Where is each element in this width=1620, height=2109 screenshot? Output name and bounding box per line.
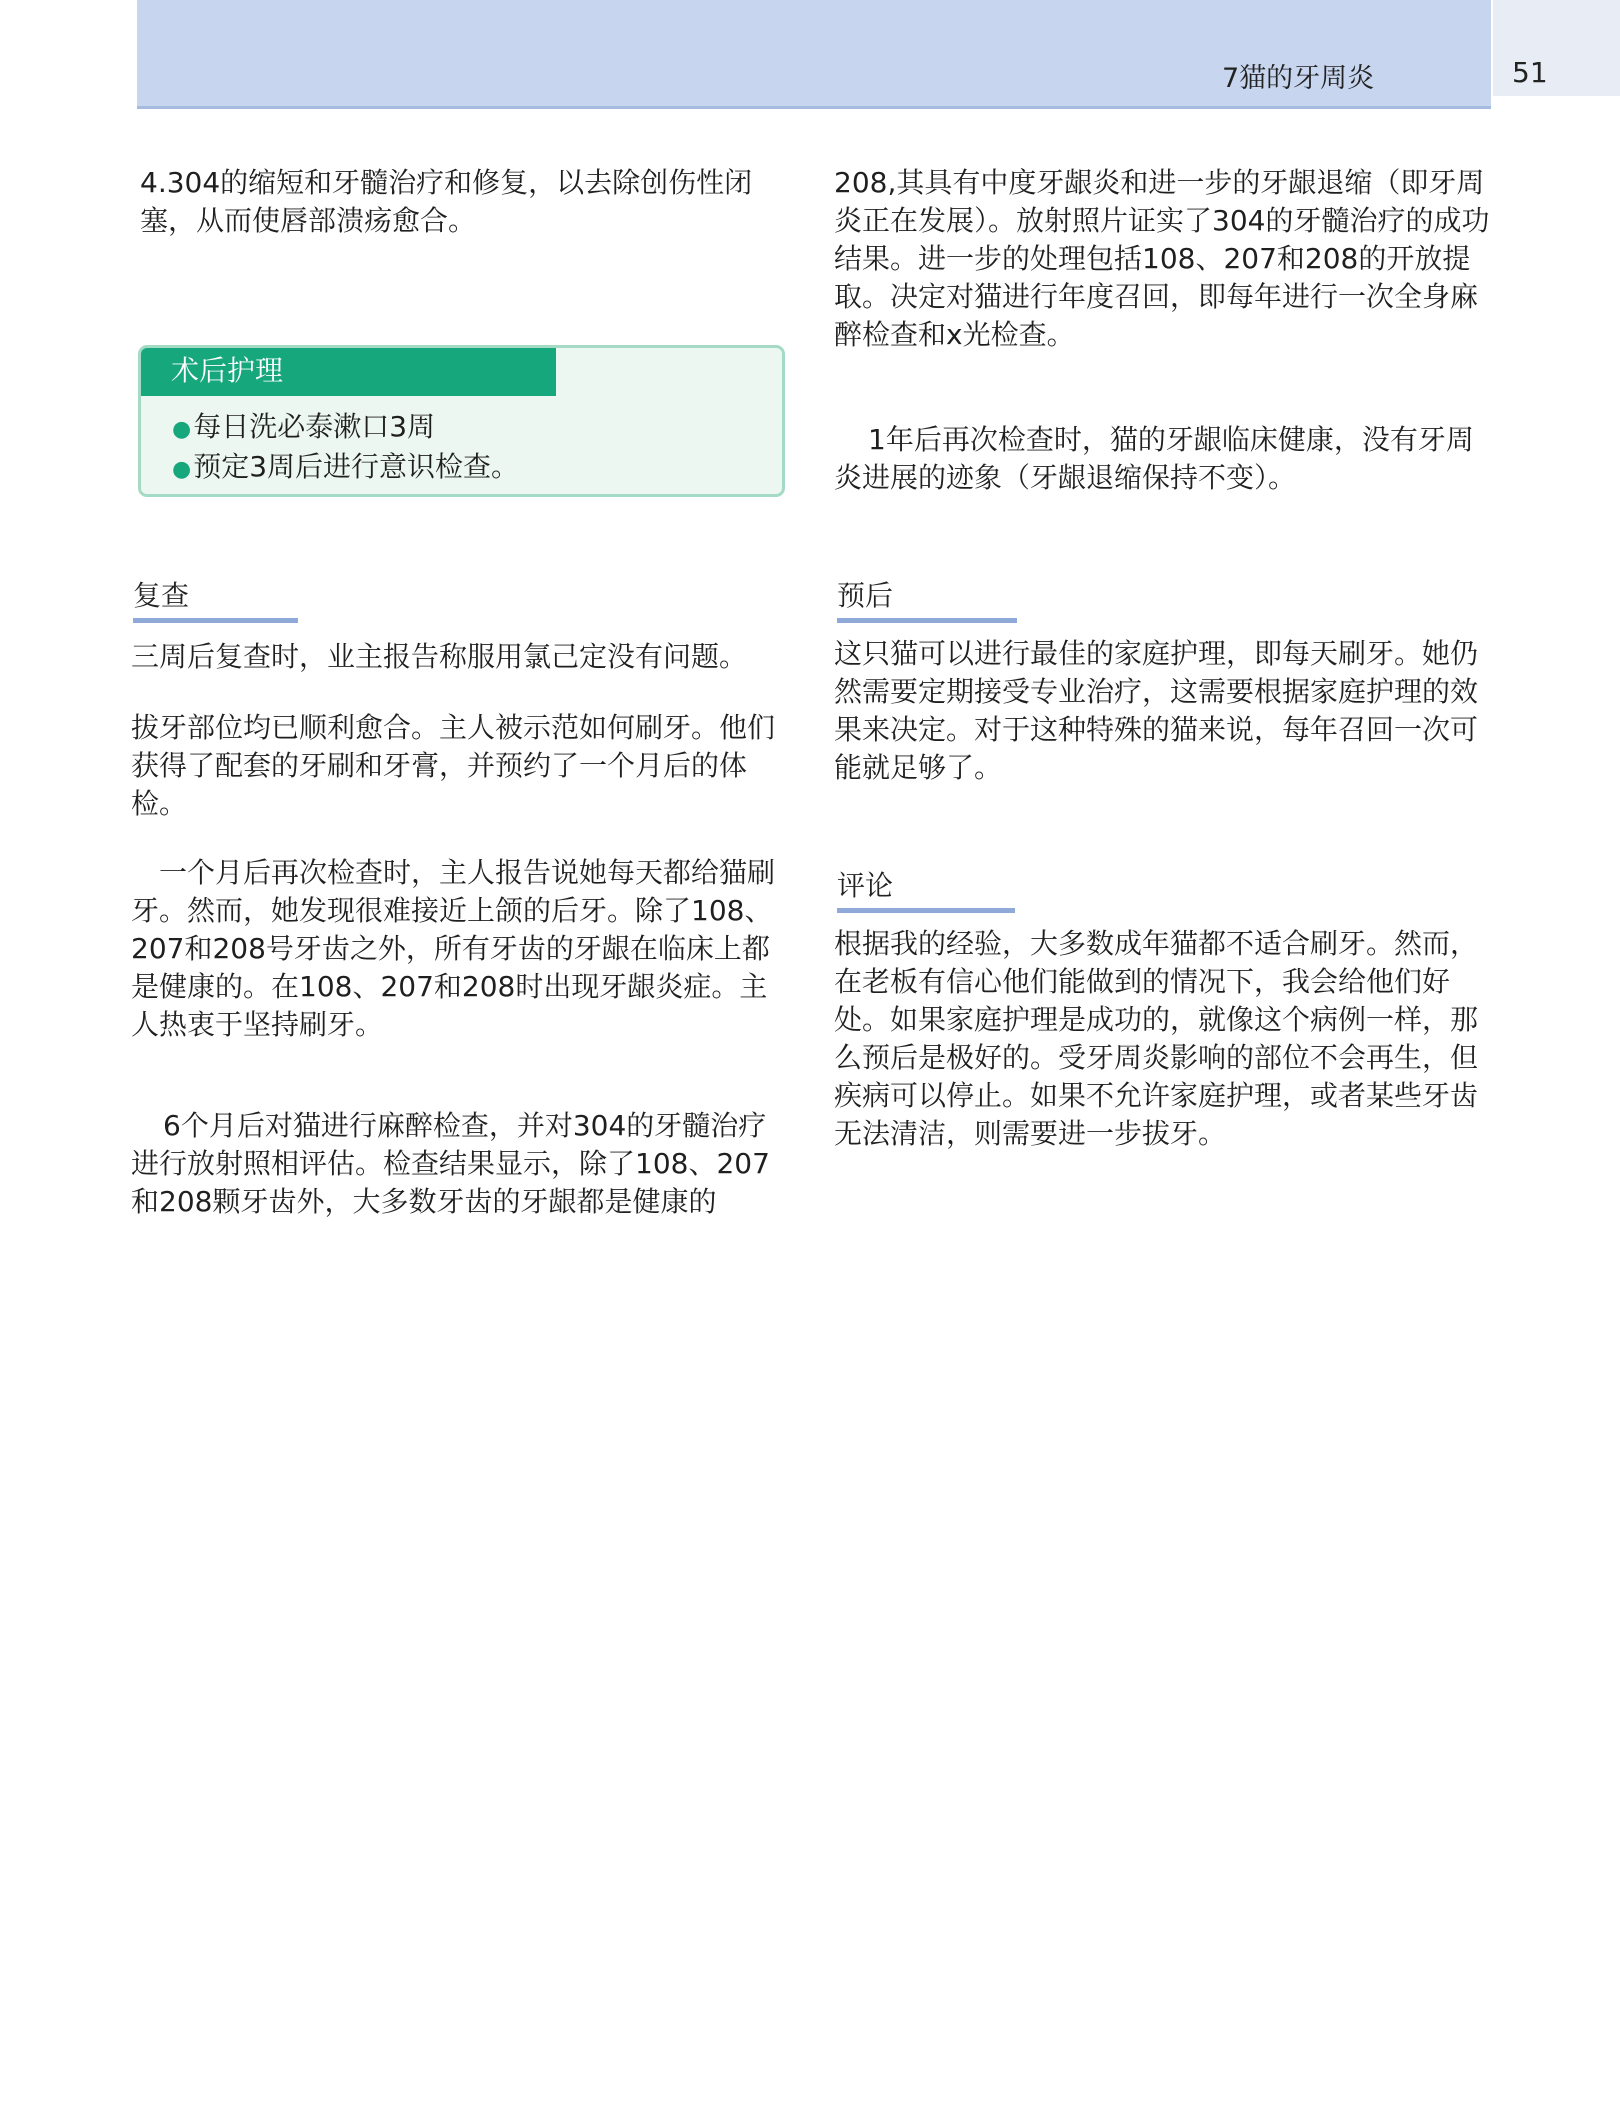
care-box-title: 术后护理 (141, 348, 556, 396)
post-op-care-box (138, 345, 785, 497)
bullet-icon: ● (172, 417, 192, 442)
comments-heading: 评论 (837, 869, 894, 902)
recheck-paragraph-3: 一个月后再次检查时，主人报告说她每天都给猫刷牙。然而，她发现很难接近上颌的后牙。除了108、207和208号牙齿之外，所有牙齿的牙龈在临床上都是健康的。在108、207和208时出现牙龈炎症。主人热衷于坚持刷牙。 (131, 856, 776, 1041)
care-item-text: 预定3周后进行意识检查。 (193, 450, 520, 483)
one-year-paragraph: 1年后再次检查时，猫的牙龈临床健康，没有牙周炎进展的迹象（牙龈退缩保持不变）。 (834, 423, 1474, 494)
comments-paragraph: 根据我的经验，大多数成年猫都不适合刷牙。然而，在老板有信心他们能做到的情况下，我会给他们好处。如果家庭护理是成功的，就像这个病例一样，那么预后是极好的。受牙周炎影响的部位不会再生，但疾病可以停止。如果不允许家庭护理，或者某些牙齿无法清洁，则需要进一步拔牙。 (834, 927, 1479, 1150)
recheck-paragraph-1: 三周后复查时，业主报告称服用氯己定没有问题。 (131, 640, 748, 673)
care-list (172, 408, 519, 488)
prognosis-paragraph: 这只猫可以进行最佳的家庭护理，即每天刷牙。她仍然需要定期接受专业治疗，这需要根据家庭护理的效果来决定。对于这种特殊的猫来说，每年召回一次可能就足够了。 (834, 637, 1479, 784)
recheck-heading-rule (133, 618, 298, 623)
page-number: 51 (1512, 56, 1548, 89)
bullet-icon: ● (172, 457, 192, 482)
comments-heading-rule (837, 908, 1015, 913)
prognosis-heading-rule (837, 618, 1017, 623)
care-item (172, 408, 519, 448)
intro-paragraph: 4.304的缩短和牙髓治疗和修复，以去除创伤性闭塞，从而使唇部溃疡愈合。 (140, 166, 753, 237)
care-item (172, 448, 519, 488)
prognosis-heading: 预后 (837, 579, 894, 612)
chapter-title: 7猫的牙周炎 (1222, 63, 1375, 94)
continuation-paragraph: 208,其具有中度牙龈炎和进一步的牙龈退缩（即牙周炎正在发展）。放射照片证实了304的牙髓治疗的成功结果。进一步的处理包括108、207和208的开放提取。决定对猫进行年度召回，即每年进行一次全身麻醉检查和x光检查。 (834, 166, 1490, 351)
recheck-paragraph-2: 拔牙部位均已顺利愈合。主人被示范如何刷牙。他们获得了配套的牙刷和牙膏，并预约了一个月后的体检。 (131, 711, 776, 820)
recheck-paragraph-4: 6个月后对猫进行麻醉检查，并对304的牙髓治疗进行放射照相评估。检查结果显示，除了108、207和208颗牙齿外，大多数牙齿的牙龈都是健康的 (131, 1109, 770, 1218)
care-item-text: 每日洗必泰漱口3周 (193, 410, 436, 443)
recheck-heading: 复查 (133, 579, 190, 612)
